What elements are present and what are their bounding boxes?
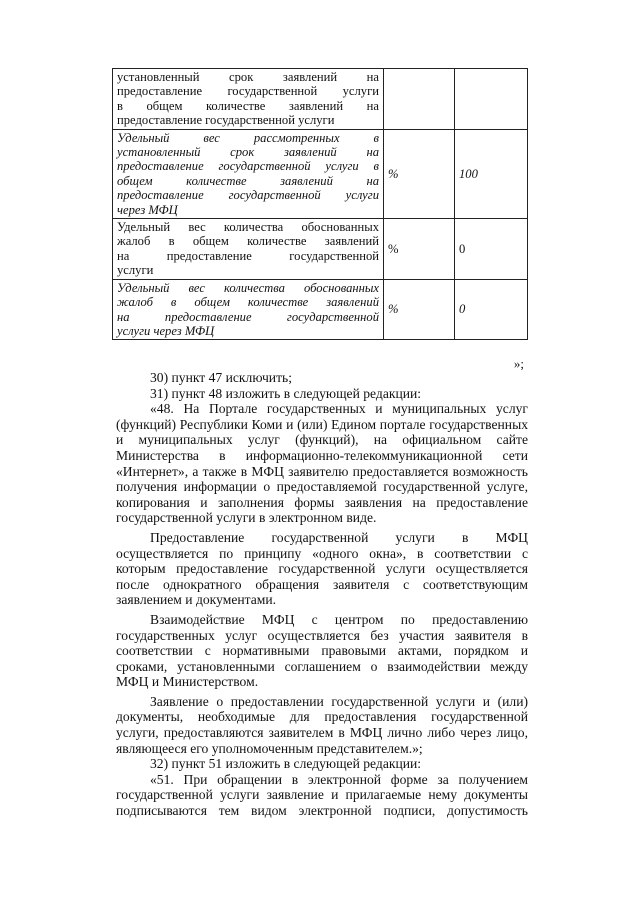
indicator-line: жалоб в общем количестве заявлений xyxy=(117,295,379,310)
paragraph-interaction: Взаимодействие МФЦ с центром по предоставлению государственных услуг осуществляется без участия заявителя в соответствии с нормативными правовыми актами, порядком и сроками, установленными соглашением о взаимодействии между МФЦ и Министерством. xyxy=(116,611,528,690)
indicator-line: на предоставление государственной xyxy=(117,309,379,324)
value-cell: 0 xyxy=(455,279,528,340)
paragraph-clause-51: «51. При обращении в электронной форме за получением государственной услуги заявление и прилагаемые нему документы подписываются тем видом электронной подписи, допустимость xyxy=(116,771,528,819)
indicator-line: услуги xyxy=(117,263,154,278)
paragraph-one-window: Предоставление государственной услуги в МФЦ осуществляется по принципу «одного окна», в соответствии с которым предоставление государственной услуги осуществляется после однократного обращения заявителя с соответствующим заявлением и документами. xyxy=(116,529,528,608)
value-cell: 100 xyxy=(455,129,528,218)
unit-cell: % xyxy=(384,279,455,340)
indicator-line: Удельный вес количества обоснованных xyxy=(117,280,379,295)
table-row xyxy=(113,219,528,280)
indicator-line: предоставление государственной услуги xyxy=(117,84,379,99)
indicator-line: жалоб в общем количестве заявлений xyxy=(117,234,379,249)
unit-cell: % xyxy=(384,219,455,280)
indicator-line: предоставление государственной услуги xyxy=(117,113,335,128)
indicator-line: на предоставление государственной xyxy=(117,248,379,263)
indicator-cell xyxy=(113,279,384,340)
indicator-line: общем количестве заявлений на xyxy=(117,173,379,188)
indicator-line: Удельный вес рассмотренных в xyxy=(117,130,379,145)
table-end-quote: »; xyxy=(513,356,524,371)
unit-cell xyxy=(384,69,455,130)
table-row xyxy=(113,69,528,130)
indicator-cell xyxy=(113,129,384,218)
table-row xyxy=(113,279,528,340)
indicator-line: через МФЦ xyxy=(117,202,178,217)
indicators-table xyxy=(112,68,528,340)
table-row xyxy=(113,129,528,218)
indicator-line: установленный срок заявлений на xyxy=(117,145,379,160)
document-body xyxy=(116,370,528,819)
paragraph-item-30: 30) пункт 47 исключить; xyxy=(150,370,292,385)
value-cell xyxy=(455,69,528,130)
paragraph-application: Заявление о предоставлении государственной услуги и (или) документы, необходимые для предоставления государственной услуги, предоставляются заявителем в МФЦ лично либо через лицо, являющееся его уполномоченным представителем.»; xyxy=(116,693,528,756)
value-cell: 0 xyxy=(455,219,528,280)
indicator-line: предоставление государственной услуги xyxy=(117,188,379,203)
indicator-cell xyxy=(113,69,384,130)
paragraph-clause-48: «48. На Портале государственных и муниципальных услуг (функций) Республики Коми и (или) Едином портале государственных и муниципальных услуг (функций), на официальном сайте Министерства в информационно-телекоммуникационной сети «Интернет», а также в МФЦ заявителю предоставляется возможность получения информации о предоставляемой государственной услуге, копирования и заполнения формы заявления на предоставление государственной услуги в электронном виде. xyxy=(116,401,528,526)
indicator-line: Удельный вес количества обоснованных xyxy=(117,220,379,235)
indicator-line: установленный срок заявлений на xyxy=(117,70,379,84)
indicator-line: в общем количестве заявлений на xyxy=(117,98,379,113)
indicator-line: предоставление государственной услуги в xyxy=(117,159,379,174)
paragraph-item-31: 31) пункт 48 изложить в следующей редакции: xyxy=(150,385,422,401)
indicator-line: услуги через МФЦ xyxy=(117,323,215,338)
unit-cell: % xyxy=(384,129,455,218)
indicator-cell xyxy=(113,219,384,280)
paragraph-item-32: 32) пункт 51 изложить в следующей редакции: xyxy=(150,756,422,772)
